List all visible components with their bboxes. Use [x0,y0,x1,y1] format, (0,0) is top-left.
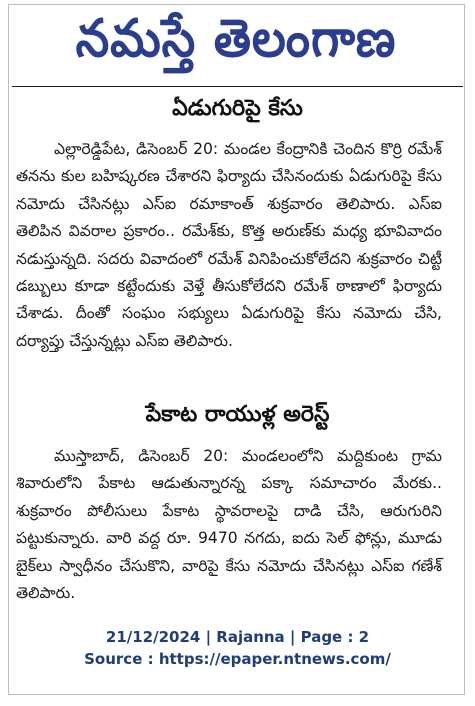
newspaper-masthead: నమస్తే తెలంగాణ [75,10,397,69]
masthead-divider [12,86,463,87]
edition-info: 21/12/2024 | Rajanna | Page : 2 [105,628,370,646]
article-2-body: ముస్తాబాద్, డిసెంబర్ 20: మండలంలోని మద్దికుంట గ్రామ శివారులోని పేకాట ఆడుతున్నారన్న పక్కా సమాచారం మేరకు.. శుక్రవారం పోలీసులు పేకాట స్థావరాలపై దాడి చేసి, ఆరుగురిని పట్టుకున్నారు. వారి వద్ద రూ. 9470 నగదు, ఐదు సెల్ ఫోన్లు, మూడు బైక్‌లు స్వాధీనం చేసుకొని, వారిపై కేసు నమోదు చేసినట్లు ఎస్ఐ గణేశ్ తెలిపారు. [16,447,442,603]
source-link[interactable]: Source : https://epaper.ntnews.com/ [84,650,391,668]
article-2-headline: పేకాట రాయుళ్ల అరెస్ట్ [145,402,330,427]
article-1-body: ఎల్లారెడ్డిపేట, డిసెంబర్ 20: మండల కేంద్రానికి చెందిన కొర్రి రమేశ్ తనను కుల బహిష్కరణ చేశారని ఫిర్యాదు చేసినందుకు ఏడుగురిపై కేసు నమోదు చేసినట్లు ఎస్ఐ రమాకాంత్ శుక్రవారం తెలిపారు. ఎస్ఐ తెలిపిన వివరాల ప్రకారం.. రమేశ్‌కు, కొత్త అరుణ్‌కు మధ్య భూవివాదం నడుస్తున్నది. సదరు వివాదంలో రమేశ్ వినిపించుకోలేదని శుక్రవారం చిట్టీ డబ్బులు కూడా కట్టేందుకు వెళ్తే తీసుకోలేదని రమేశ్ ఠాణాలో ఫిర్యాదు చేశాడు. దీంతో సంఘం సభ్యులు ఏడుగురిపై కేసు నమోదు చేసి, దర్యాప్తు చేస్తున్నట్లు ఎస్ఐ తెలిపారు. [16,140,442,350]
article-1-headline: ఏడుగురిపై కేసు [172,96,303,121]
